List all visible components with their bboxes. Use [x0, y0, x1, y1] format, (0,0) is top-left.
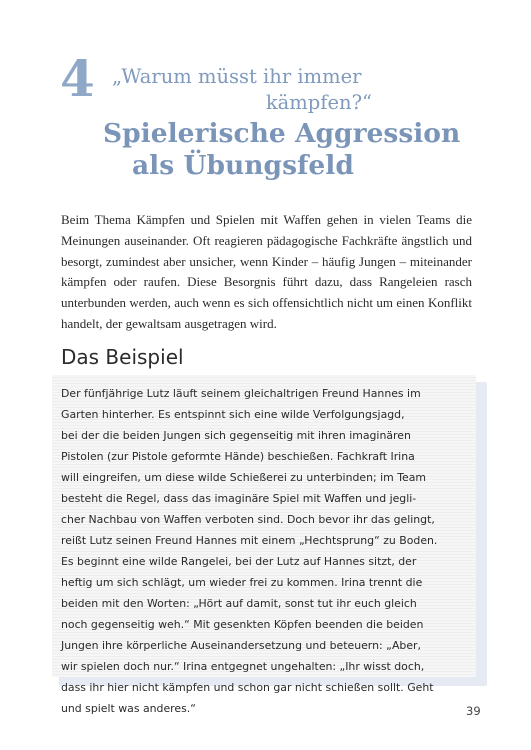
quote-line-2: kämpfen?“ [265, 91, 372, 114]
example-line: Der fünfjährige Lutz läuft seinem gleichaltrigen Freund Hannes im [61, 387, 421, 400]
chapter-title [103, 118, 503, 182]
example-line: heftig um sich schlägt, um wieder frei zu kommen. Irina trennt die [61, 576, 423, 589]
page-number: 39 [466, 704, 481, 718]
intro-paragraph: Beim Thema Kämpfen und Spielen mit Waffen gehen in vielen Teams die Meinungen auseinander. Oft reagieren pädagogische Fachkräfte ängstlich und besorgt, zumindest aber unsicher, wenn Kinder – häufig Jungen – miteinander kämpfen oder raufen. Diese Besorgnis führt dazu, dass Rangeleien rasch unterbunden werden, auch wenn es sich offensichtlich nicht um einen Konflikt handelt, der gewaltsam ausgetragen wird. [61, 212, 472, 331]
example-line: und spielt was anderes.“ [61, 702, 196, 715]
example-line: Garten hinterher. Es entspinnt sich eine wilde Verfolgungsjagd, [61, 408, 405, 421]
quote-line-1: „Warum müsst ihr immer [112, 65, 362, 88]
example-line: bei der die beiden Jungen sich gegenseitig mit ihren imaginären [61, 429, 411, 442]
example-line: dass ihr hier nicht kämpfen und schon gar nicht schießen sollt. Geht [61, 681, 434, 694]
example-line: Pistolen (zur Pistole geformte Hände) beschießen. Fachkraft Irina [61, 450, 415, 463]
title-line-1: Spielerische Aggression [103, 118, 461, 149]
example-line: Es beginnt eine wilde Rangelei, bei der Lutz auf Hannes sitzt, der [61, 555, 417, 568]
section-heading: Das Beispiel [61, 345, 184, 369]
chapter-quote [112, 64, 372, 116]
example-line: Jungen ihre körperliche Auseinandersetzung und beteuern: „Aber, [61, 639, 421, 652]
example-text [61, 383, 469, 719]
example-line: besteht die Regel, dass das imaginäre Spiel mit Waffen und jegli- [61, 492, 417, 505]
example-line: noch gegenseitig weh.“ Mit gesenkten Köpfen beenden die beiden [61, 618, 424, 631]
example-line: cher Nachbau von Waffen verboten sind. Doch bevor ihr das gelingt, [61, 513, 435, 526]
example-line: will eingreifen, um diese wilde Schießerei zu unterbinden; im Team [61, 471, 427, 484]
chapter-number: 4 [60, 49, 94, 108]
example-line: beiden mit den Worten: „Hört auf damit, sonst tut ihr euch gleich [61, 597, 417, 610]
example-line: wir spielen doch nur.“ Irina entgegnet ungehalten: „Ihr wisst doch, [61, 660, 425, 673]
example-line: reißt Lutz seinen Freund Hannes mit einem „Hechtsprung“ zu Boden. [61, 534, 438, 547]
title-line-2: als Übungsfeld [132, 150, 354, 181]
